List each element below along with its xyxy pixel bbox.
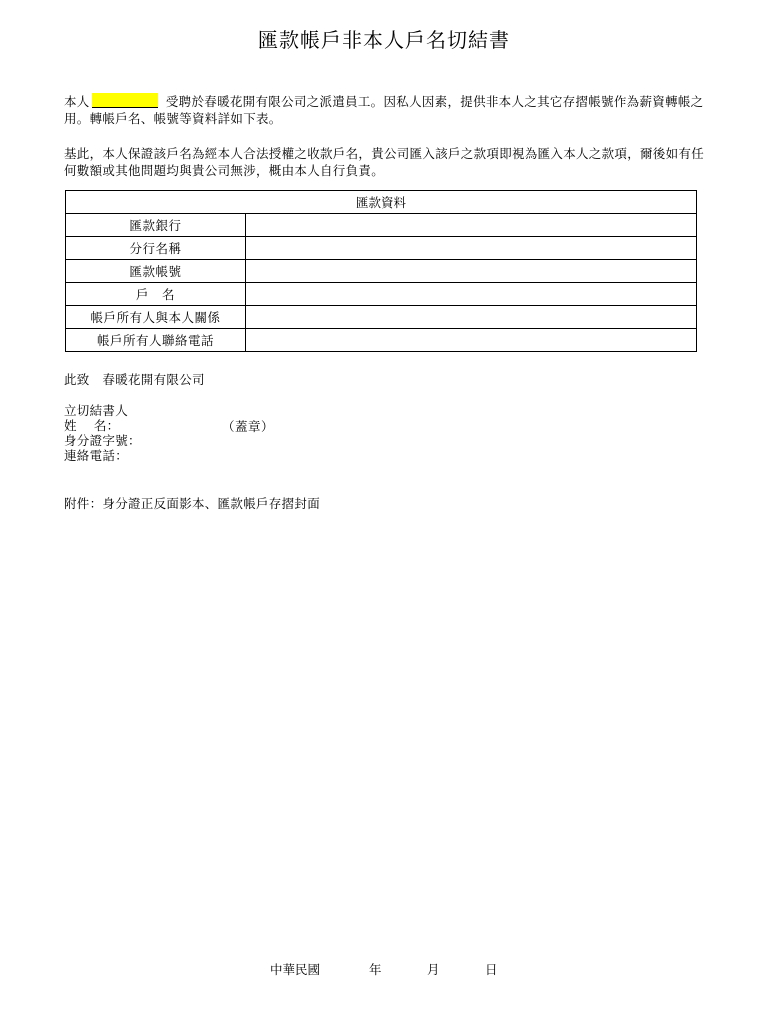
signer-name-label: 姓 名： — [64, 418, 120, 433]
row-label-owner-phone: 帳戶所有人聯絡電話 — [66, 329, 246, 352]
row-value-branch[interactable] — [246, 237, 697, 260]
date-era: 中華民國 — [270, 962, 321, 977]
row-label-account-name: 戶 名 — [66, 283, 246, 306]
date-year: 年 — [369, 962, 382, 977]
row-value-account[interactable] — [246, 260, 697, 283]
name-blank-field[interactable] — [92, 93, 158, 108]
declaration-text: 受聘於春暖花開有限公司之派遣員工。因私人因素，提供非本人之其它存摺帳號作為薪資轉帳之用。轉帳戶名、帳號等資料詳如下表。 — [64, 94, 704, 126]
attachment-note: 附件：身分證正反面影本、匯款帳戶存摺封面 — [64, 496, 321, 511]
table-row — [66, 329, 697, 352]
table-row — [66, 214, 697, 237]
addressee: 此致 春暖花開有限公司 — [64, 372, 205, 387]
row-label-bank: 匯款銀行 — [66, 214, 246, 237]
stamp-note: （蓋章） — [222, 419, 275, 434]
declaration-prefix: 本人 — [64, 94, 90, 109]
table-row — [66, 260, 697, 283]
row-label-account: 匯款帳號 — [66, 260, 246, 283]
remittance-table — [65, 190, 697, 352]
table-header-row — [66, 191, 697, 214]
row-value-account-name[interactable] — [246, 283, 697, 306]
table-row — [66, 283, 697, 306]
row-label-relationship: 帳戶所有人與本人關係 — [66, 306, 246, 329]
row-value-owner-phone[interactable] — [246, 329, 697, 352]
signer-heading: 立切結書人 — [64, 403, 129, 418]
table-row — [66, 237, 697, 260]
row-label-branch: 分行名稱 — [66, 237, 246, 260]
table-row — [66, 306, 697, 329]
document-title: 匯款帳戶非本人戶名切結書 — [258, 28, 510, 52]
signer-id-label: 身分證字號： — [64, 433, 141, 448]
declaration-paragraph — [64, 93, 704, 127]
guarantee-paragraph: 基此，本人保證該戶名為經本人合法授權之收款戶名，貴公司匯入該戶之款項即視為匯入本人之款項，爾後如有任何數額或其他問題均與貴公司無涉，概由本人自行負責。 — [64, 146, 705, 178]
row-value-bank[interactable] — [246, 214, 697, 237]
date-day: 日 — [485, 962, 498, 977]
date-month: 月 — [427, 962, 440, 977]
row-value-relationship[interactable] — [246, 306, 697, 329]
table-header: 匯款資料 — [66, 191, 697, 214]
signer-phone-label: 連絡電話： — [64, 448, 129, 463]
